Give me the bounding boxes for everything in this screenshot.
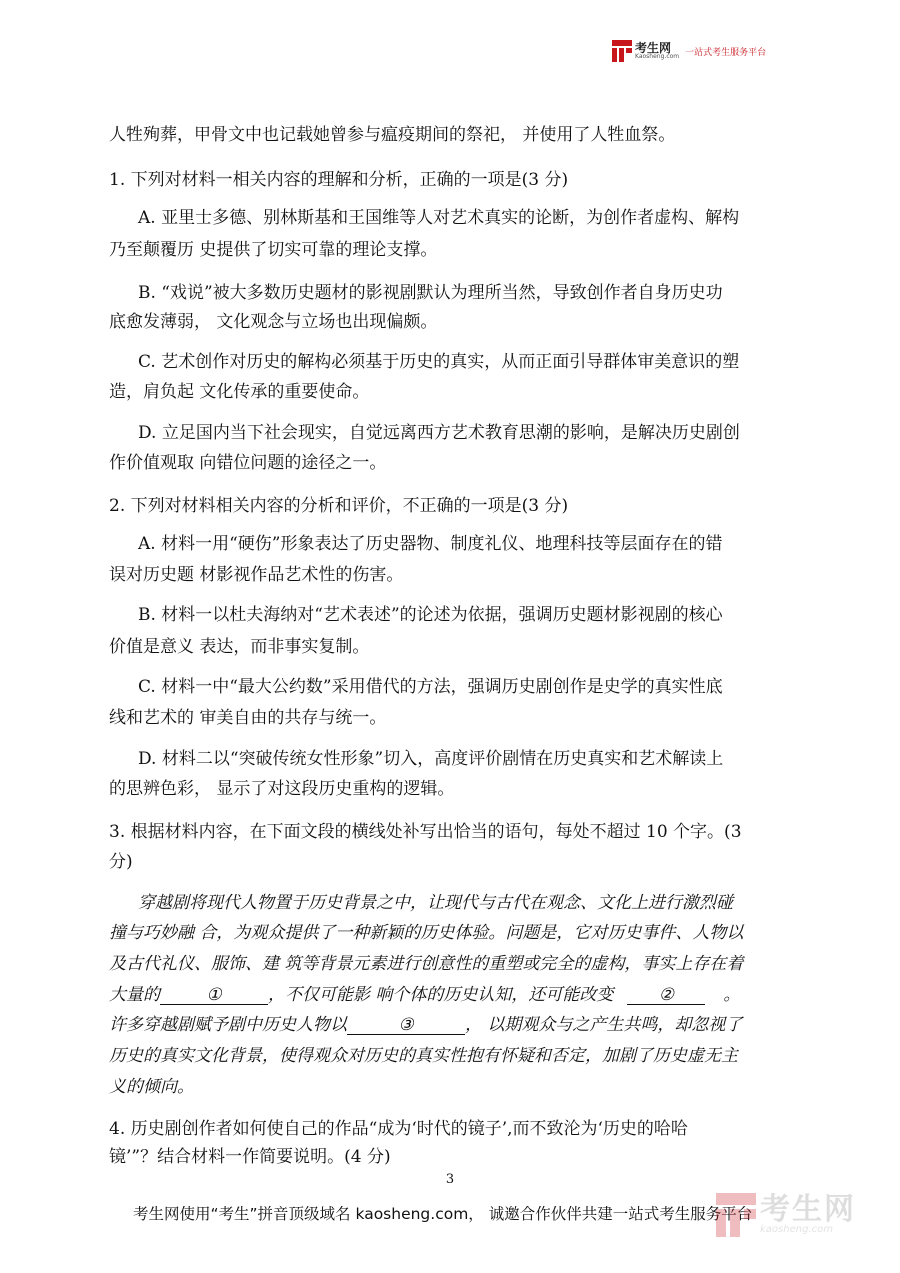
passage-text: ，不仅可能影 响个体的历史认知，还可能改变 bbox=[268, 985, 614, 1005]
question-3: 3. 根据材料内容，在下面文段的横线处补写出恰当的语句，每处不超过 10 个字。(3 bbox=[109, 822, 742, 842]
passage-line: 及古代礼仪、服饰、建 筑等背景元素进行创意性的重塑或完全的虚构，事实上存在着 bbox=[109, 954, 744, 974]
q2-option-c: C. 材料一中“最大公约数”采用借代的方法，强调历史剧创作是史学的真实性底 bbox=[138, 677, 723, 697]
question-2: 2. 下列对材料相关内容的分析和评价，不正确的一项是(3 分) bbox=[109, 496, 569, 516]
q1-option-c: C. 艺术创作对历史的解构必须基于历史的真实，从而正面引导群体审美意识的塑 bbox=[138, 352, 740, 372]
blank-2[interactable]: ② bbox=[627, 986, 705, 1005]
watermark-name: 考生网 bbox=[760, 1192, 856, 1227]
q1-option-b: B. “戏说”被大多数历史题材的影视剧默认为理所当然，导致创作者自身历史功 bbox=[138, 283, 723, 303]
header-logo bbox=[612, 40, 766, 62]
q2-option-a-cont: 误对历史题 材影视作品艺术性的伤害。 bbox=[109, 565, 404, 585]
question-4: 4. 历史剧创作者如何使自己的作品“成为‘时代的镜子’,而不致沦为‘历史的哈哈 bbox=[109, 1119, 688, 1139]
q2-option-a: A. 材料一用“硬伤”形象表达了历史器物、制度礼仪、地理科技等层面存在的错 bbox=[138, 534, 723, 554]
watermark-url: kaosheng.com bbox=[760, 1224, 833, 1235]
q2-option-d: D. 材料二以“突破传统女性形象”切入，高度评价剧情在历史真实和艺术解读上 bbox=[138, 749, 724, 769]
text-line: 人牲殉葬，甲骨文中也记载她曾参与瘟疫期间的祭祀， 并使用了人牲血祭。 bbox=[109, 125, 676, 145]
passage-line: 历史的真实文化背景，使得观众对历史的真实性抱有怀疑和否定，加剧了历史虚无主 bbox=[109, 1046, 738, 1066]
passage-text: 大量的 bbox=[109, 985, 160, 1005]
logo-url: Kaosheng.com bbox=[635, 53, 680, 60]
question-3-cont: 分) bbox=[109, 852, 133, 872]
q1-option-a-cont: 乃至颠覆历 史提供了切实可靠的理论支撑。 bbox=[109, 240, 438, 260]
q1-option-a: A. 亚里士多德、别林斯基和王国维等人对艺术真实的论断，为创作者虚构、解构 bbox=[138, 208, 740, 228]
question-1: 1. 下列对材料一相关内容的理解和分析，正确的一项是(3 分) bbox=[109, 170, 569, 190]
header-slogan: 一站式考生服务平台 bbox=[685, 47, 767, 58]
q2-option-c-cont: 线和艺术的 审美自由的共存与统一。 bbox=[109, 708, 387, 728]
question-4-cont: 镜’”？结合材料一作简要说明。(4 分) bbox=[109, 1147, 391, 1167]
kaosheng-logo-icon bbox=[612, 40, 632, 62]
passage-line-blanks bbox=[109, 1015, 742, 1035]
blank-3[interactable]: ③ bbox=[347, 1016, 465, 1035]
q1-option-d: D. 立足国内当下社会现实，自觉远离西方艺术教育思潮的影响，是解决历史剧创 bbox=[138, 423, 740, 443]
passage-line: 撞与巧妙融 合，为观众提供了一种新颖的历史体验。问题是，它对历史事件、人物以 bbox=[109, 923, 744, 943]
q1-option-d-cont: 作价值观取 向错位问题的途径之一。 bbox=[109, 453, 387, 473]
passage-line: 穿越剧将现代人物置于历史背景之中，让现代与古代在观念、文化上进行激烈碰 bbox=[138, 893, 733, 913]
passage-text: 许多穿越剧赋予剧中历史人物以 bbox=[109, 1015, 347, 1035]
q1-option-b-cont: 底愈发薄弱， 文化观念与立场也出现偏颇。 bbox=[109, 312, 438, 332]
passage-line: 义的倾向。 bbox=[109, 1077, 194, 1097]
passage-line-blanks bbox=[109, 985, 740, 1005]
logo-name: 考生网 bbox=[635, 41, 672, 55]
footer-watermark bbox=[716, 1192, 856, 1238]
footer-text: 考生网使用“考生”拼音顶级域名 kaosheng.com， 诚邀合作伙伴共建一站式考生服务平台 bbox=[133, 1205, 753, 1223]
passage-text: ， 以期观众与之产生共鸣，却忽视了 bbox=[465, 1015, 743, 1035]
q1-option-c-cont: 造，肩负起 文化传承的重要使命。 bbox=[109, 382, 370, 402]
q2-option-b: B. 材料一以杜夫海纳对“艺术表述”的论述为依据，强调历史题材影视剧的核心 bbox=[138, 605, 723, 625]
blank-1[interactable]: ① bbox=[160, 986, 268, 1005]
passage-text: 。 bbox=[723, 985, 741, 1005]
kaosheng-watermark-icon bbox=[716, 1192, 756, 1238]
q2-option-b-cont: 价值是意义 表达，而非事实复制。 bbox=[109, 637, 370, 657]
q2-option-d-cont: 的思辨色彩， 显示了对这段历史重构的逻辑。 bbox=[109, 779, 455, 799]
page-number: 3 bbox=[445, 1172, 455, 1187]
